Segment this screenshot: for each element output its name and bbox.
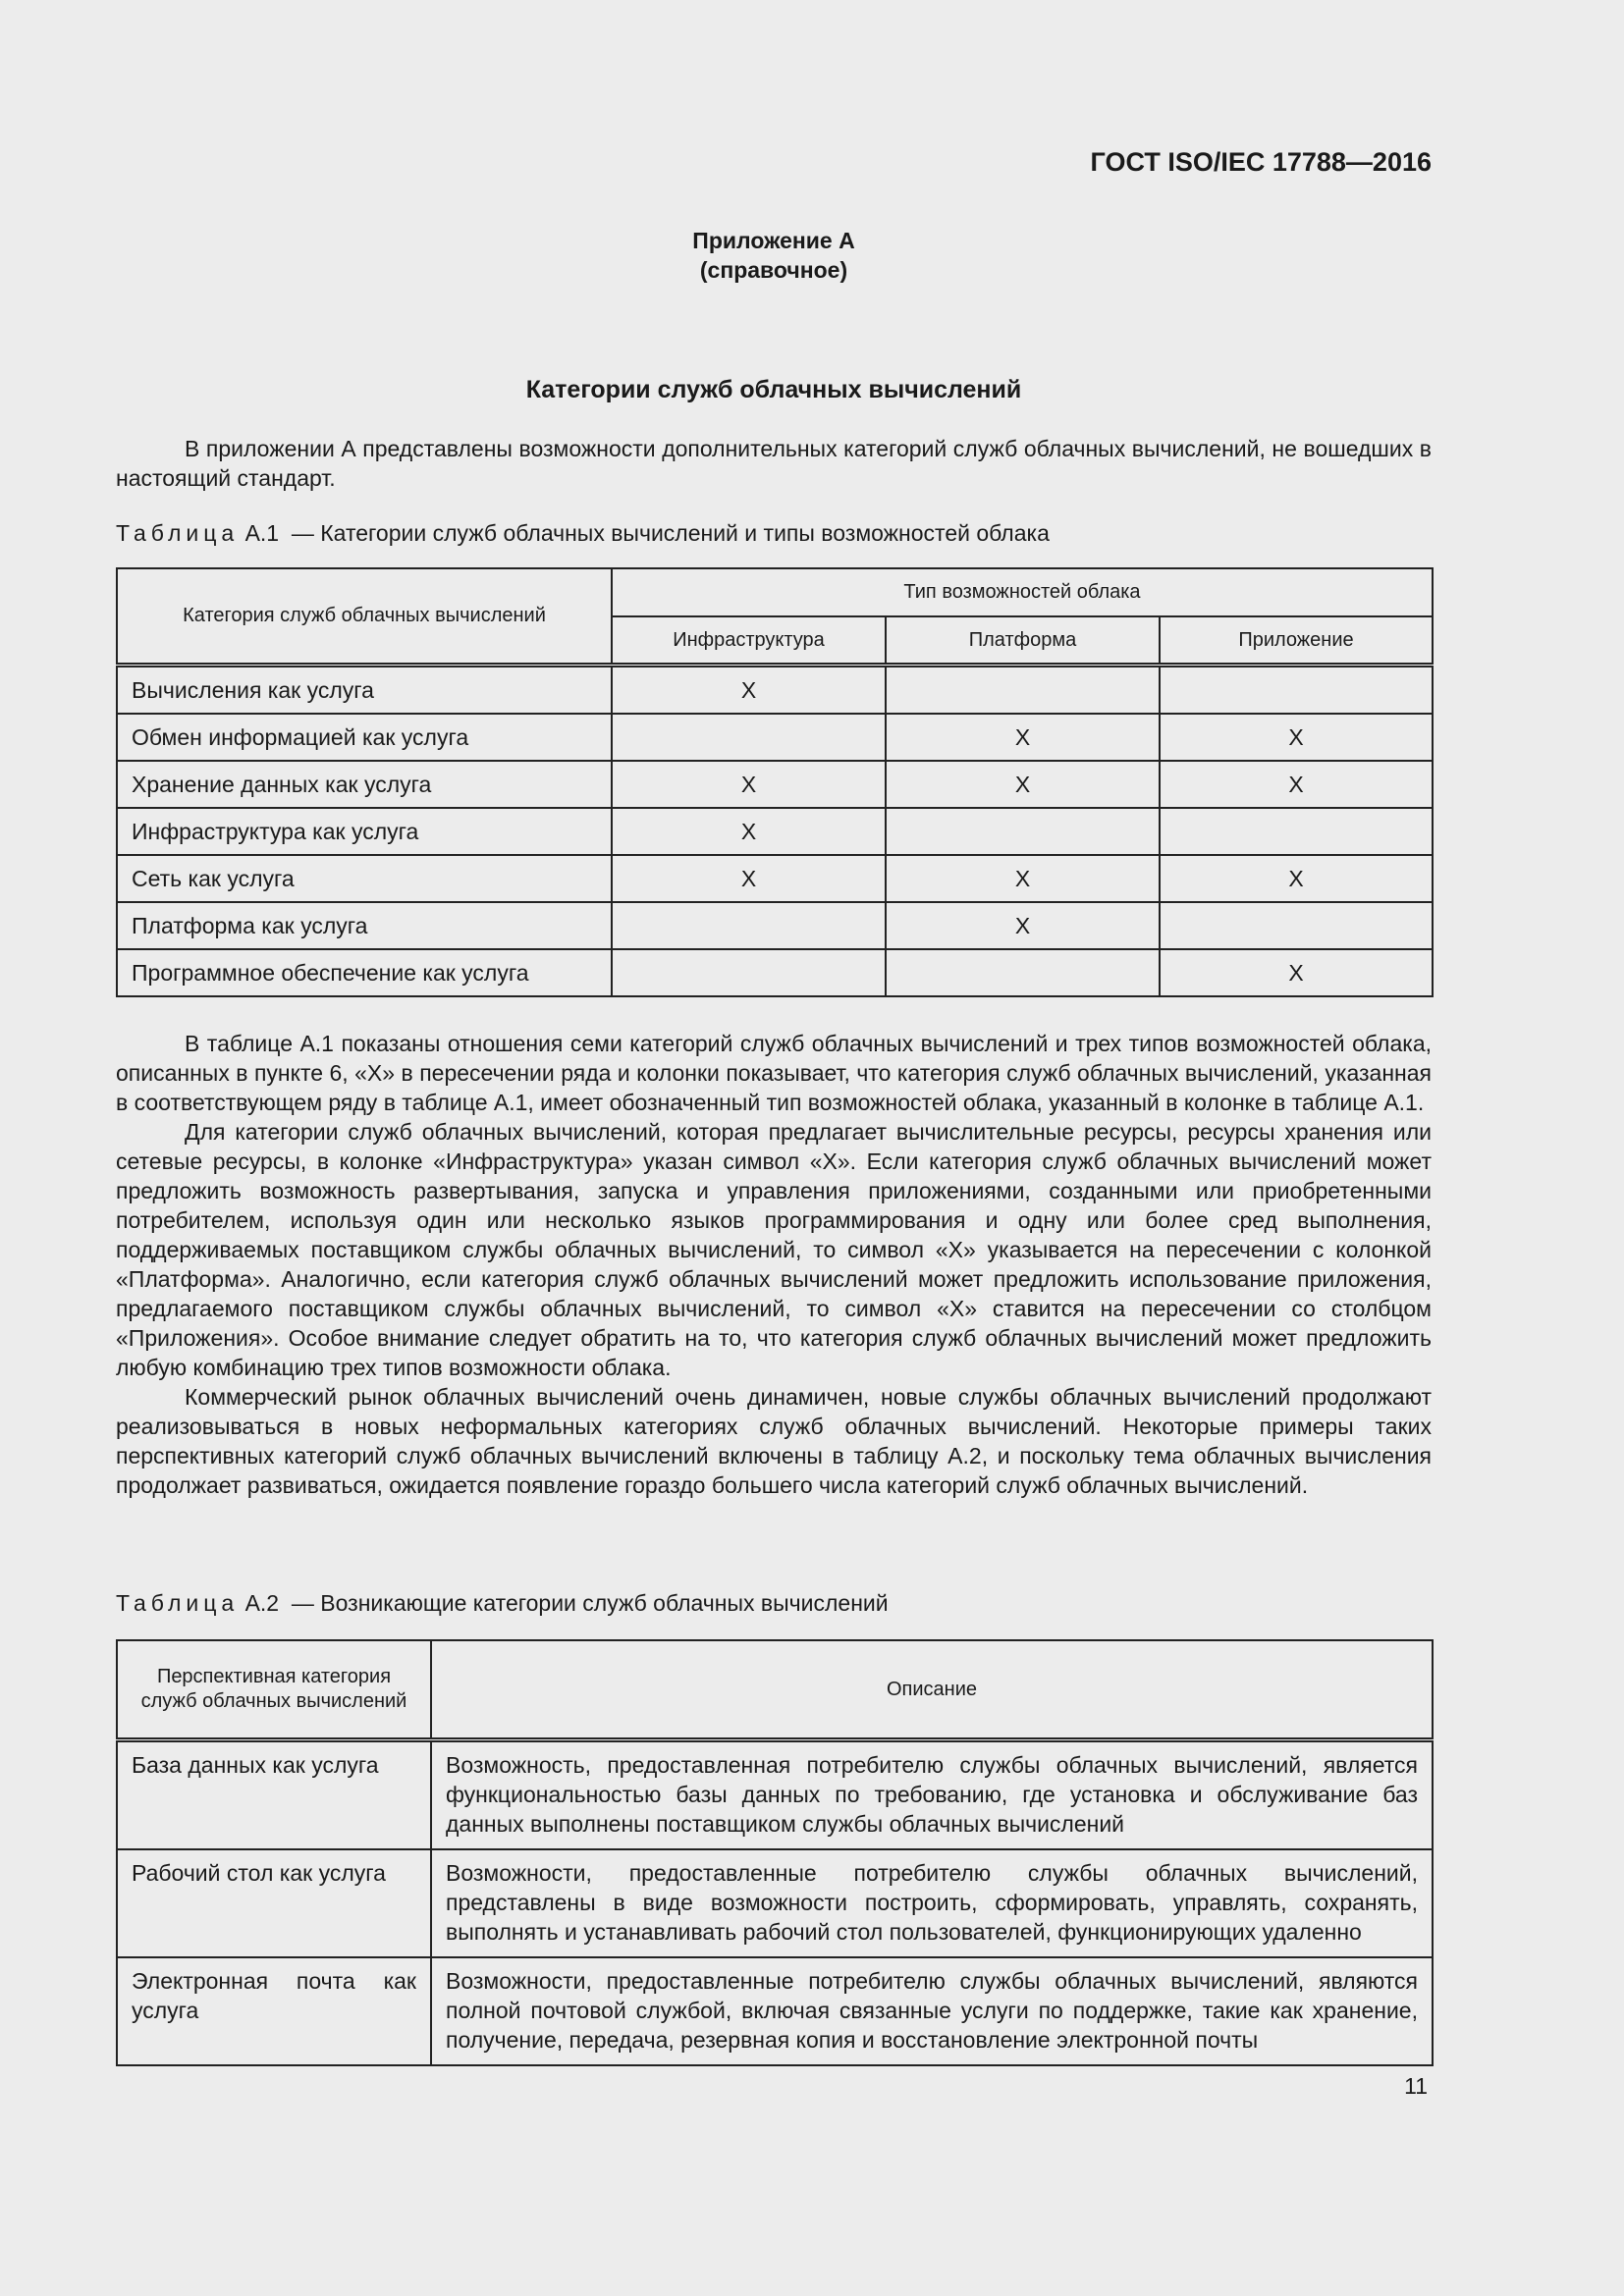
- cell-application: [1160, 666, 1433, 715]
- column-header-category: Категория служб облачных вычислений: [117, 568, 612, 666]
- table-row: [117, 1957, 1433, 2065]
- table2-caption-text: — Возникающие категории служб облачных вычислений: [291, 1590, 889, 1616]
- table-cloud-categories: [116, 567, 1434, 997]
- table-row: [117, 1849, 1433, 1957]
- table2-caption-label: Таблица: [116, 1590, 240, 1616]
- table-row: [117, 666, 1433, 715]
- table1-caption-number: А.1: [244, 520, 280, 546]
- table2-caption: [116, 1590, 889, 1617]
- body-text: [116, 1029, 1432, 1500]
- table2-caption-number: А.2: [244, 1590, 280, 1616]
- cell-application: [1160, 902, 1433, 949]
- cell-infrastructure: [612, 902, 886, 949]
- paragraph: В таблице А.1 показаны отношения семи категорий служб облачных вычислений и трех типов возможностей облака, описанных в пункте 6, «Х» в пересечении ряда и колонки показывает, что категория служб облачных вычислений, указанная в соответствующем ряду в таблице А.1, имеет обозначенный тип возможностей облака, указанный в колонке в таблице А.1.: [116, 1031, 1432, 1115]
- row-description: Возможности, предоставленные потребителю службы облачных вычислений, представлены в виде возможности построить, сформировать, управлять, сохранять, выполнять и устанавливать рабочий стол пользователей, функционирующих удаленно: [431, 1849, 1433, 1957]
- annex-subtitle: (справочное): [699, 257, 848, 283]
- table-row: [117, 714, 1433, 761]
- row-category: Программное обеспечение как услуга: [117, 949, 612, 996]
- row-category: База данных как услуга: [117, 1740, 431, 1850]
- cell-infrastructure: X: [612, 666, 886, 715]
- row-description: Возможности, предоставленные потребителю службы облачных вычислений, являются полной почтовой службой, включая связанные услуги по поддержке, такие как хранение, получение, передача, резервная копия и восстановление электронной почты: [431, 1957, 1433, 2065]
- row-category: Сеть как услуга: [117, 855, 612, 902]
- column-group-capability-type: Тип возможностей облака: [612, 568, 1433, 616]
- cell-application: X: [1160, 761, 1433, 808]
- table1-caption-label: Таблица: [116, 520, 240, 546]
- cell-infrastructure: X: [612, 855, 886, 902]
- row-category: Хранение данных как услуга: [117, 761, 612, 808]
- cell-infrastructure: X: [612, 808, 886, 855]
- table-row: [117, 761, 1433, 808]
- table-row: [117, 808, 1433, 855]
- row-category: Рабочий стол как услуга: [117, 1849, 431, 1957]
- cell-platform: [886, 666, 1160, 715]
- page-number: 11: [1404, 2073, 1428, 2099]
- paragraph: Для категории служб облачных вычислений, которая предлагает вычислительные ресурсы, ресурсы хранения или сетевые ресурсы, в колонке «Инфраструктура» указан символ «Х». Если категория служб облачных вычислений может предложить возможность развертывания, запуска и управления приложениями, созданными или приобретенными потребителем, используя один или несколько языков программирования и одну или более сред выполнения, поддерживаемых поставщиком службы облачных вычислений, то символ «Х» указывается на пересечении с колонкой «Платформа». Аналогично, если категория служб облачных вычислений может предложить использование приложения, предлагаемого поставщиком службы облачных вычислений, то символ «Х» ставится на пересечении со столбцом «Приложения». Особое внимание следует обратить на то, что категория служб облачных вычислений может предложить любую комбинацию трех типов возможности облака.: [116, 1119, 1432, 1380]
- row-description: Возможность, предоставленная потребителю службы облачных вычислений, является функциональностью базы данных по требованию, где установка и обслуживание баз данных выполнены поставщиком службы облачных вычислений: [431, 1740, 1433, 1850]
- row-category: Обмен информацией как услуга: [117, 714, 612, 761]
- column-header-description: Описание: [431, 1640, 1433, 1740]
- column-header-platform: Платформа: [886, 616, 1160, 666]
- column-header-infrastructure: Инфраструктура: [612, 616, 886, 666]
- cell-platform: [886, 949, 1160, 996]
- row-category: Вычисления как услуга: [117, 666, 612, 715]
- standard-designation: ГОСТ ISO/IEC 17788—2016: [1090, 147, 1432, 177]
- cell-platform: X: [886, 714, 1160, 761]
- annex-heading: [116, 226, 1432, 285]
- row-category: Инфраструктура как услуга: [117, 808, 612, 855]
- cell-application: [1160, 808, 1433, 855]
- table-emerging-categories: [116, 1639, 1434, 2066]
- annex-title: Приложение А: [692, 228, 855, 253]
- cell-infrastructure: [612, 714, 886, 761]
- paragraph: Коммерческий рынок облачных вычислений очень динамичен, новые службы облачных вычислений продолжают реализовываться в новых неформальных категориях служб облачных вычислений. Некоторые примеры таких перспективных категорий служб облачных вычислений включены в таблицу А.2, и поскольку тема облачных вычисления продолжает развиваться, ожидается появление гораздо большего числа категорий служб облачных вычислений.: [116, 1384, 1432, 1498]
- intro-block: [116, 434, 1432, 493]
- table-row: [117, 1740, 1433, 1850]
- cell-platform: X: [886, 902, 1160, 949]
- table-row: [117, 902, 1433, 949]
- section-title: Категории служб облачных вычислений: [525, 376, 1022, 403]
- cell-platform: X: [886, 761, 1160, 808]
- row-category: Электронная почта как услуга: [117, 1957, 431, 2065]
- cell-platform: X: [886, 855, 1160, 902]
- cell-platform: [886, 808, 1160, 855]
- column-header-application: Приложение: [1160, 616, 1433, 666]
- row-category: Платформа как услуга: [117, 902, 612, 949]
- cell-application: X: [1160, 949, 1433, 996]
- table-row: [117, 855, 1433, 902]
- table1-caption-text: — Категории служб облачных вычислений и типы возможностей облака: [291, 520, 1050, 546]
- cell-application: X: [1160, 855, 1433, 902]
- column-header-category: Перспективная категория служб облачных вычислений: [117, 1640, 431, 1740]
- cell-infrastructure: X: [612, 761, 886, 808]
- cell-application: X: [1160, 714, 1433, 761]
- intro-paragraph: В приложении А представлены возможности дополнительных категорий служб облачных вычислений, не вошедших в настоящий стандарт.: [116, 436, 1432, 491]
- table1-caption: [116, 520, 1050, 547]
- cell-infrastructure: [612, 949, 886, 996]
- table-row: [117, 949, 1433, 996]
